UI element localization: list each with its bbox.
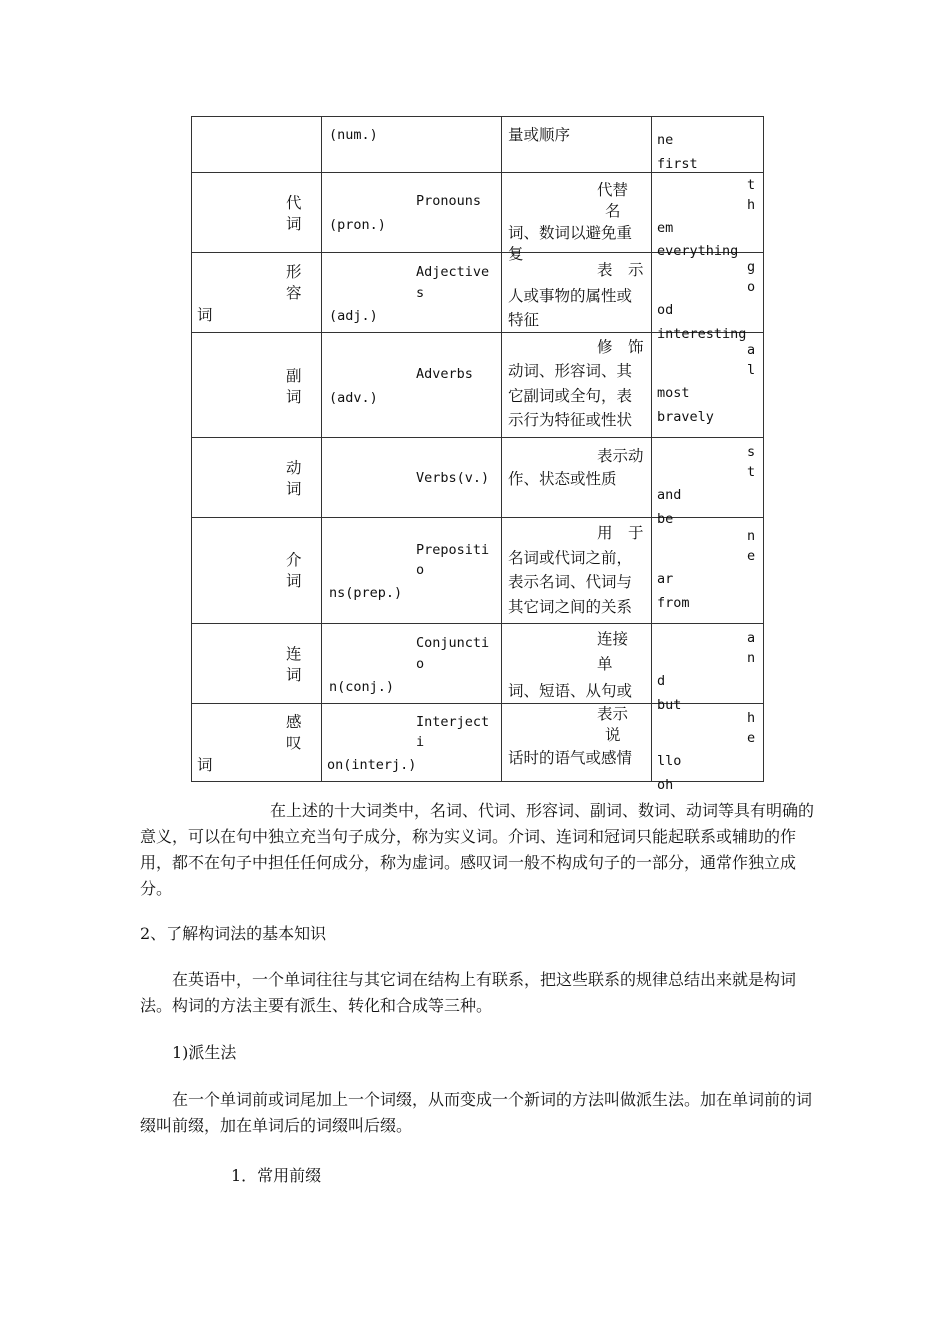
summary-paragraph: 在上述的十大词类中，名词、代词、形容词、副词、数词、动词等具有明确的意义，可以在句中独立充当句子成分，称为实义词。介词、连词和冠词只能起联系或辅助的作用，都不在句子中担任任何成分，称为虚词。感叹词一般不构成句子的一部分，通常作独立成分。 bbox=[140, 801, 815, 898]
cell-text: 用 于 bbox=[597, 524, 644, 542]
table-row bbox=[192, 253, 764, 333]
cell-text: e bbox=[747, 548, 756, 564]
body-paragraph: 在一个单词前或词尾加上一个词缀，从而变成一个新词的方法叫做派生法。加在单词前的词缀叫前缀，加在单词后的词缀叫后缀。 bbox=[140, 1090, 813, 1135]
cell-text: o bbox=[747, 279, 756, 295]
cell-text: 容 bbox=[286, 284, 302, 302]
cell-text: 示行为特征或性状 bbox=[508, 411, 633, 429]
cell-text: 复 bbox=[508, 245, 524, 263]
cell-text: 名词或代词之前， bbox=[508, 549, 633, 567]
cell-text: 词、数词以避免重 bbox=[508, 224, 633, 242]
cell-text: llo bbox=[657, 753, 682, 769]
cell-text: 表示名词、代词与 bbox=[508, 573, 633, 591]
cell-text: t bbox=[747, 177, 756, 193]
table-row bbox=[192, 333, 764, 438]
table-row bbox=[192, 117, 764, 173]
cell-text: od bbox=[657, 302, 674, 318]
cell-text: 其它词之间的关系 bbox=[508, 598, 633, 616]
cell-text: 修 饰 bbox=[597, 338, 644, 356]
cell-text: oh bbox=[657, 777, 674, 793]
cell-text: 词 bbox=[286, 572, 302, 590]
cell-text: 词 bbox=[286, 215, 302, 233]
cell-text: 话时的语气或感情 bbox=[508, 749, 633, 767]
table-row bbox=[192, 438, 764, 518]
cell-text: n bbox=[747, 650, 756, 666]
table-row bbox=[192, 518, 764, 624]
parts-of-speech-table bbox=[191, 116, 764, 793]
cell-text: first bbox=[657, 156, 698, 172]
cell-text: 词 bbox=[197, 306, 213, 324]
cell-text: e bbox=[747, 730, 756, 746]
table-row bbox=[192, 173, 764, 253]
cell-text: 连 bbox=[286, 645, 302, 663]
cell-text: o bbox=[416, 656, 425, 672]
cell-text: 词 bbox=[286, 388, 302, 406]
cell-text: 名 bbox=[605, 202, 621, 220]
cell-text: 作、状态或性质 bbox=[508, 470, 617, 488]
cell-text: 代替 bbox=[597, 181, 629, 199]
cell-text: 感 bbox=[286, 713, 302, 731]
cell-text: 词、短语、从句或 bbox=[508, 682, 633, 700]
cell-text: l bbox=[747, 362, 756, 378]
cell-text: (num.) bbox=[329, 127, 378, 143]
cell-text: Verbs(v.) bbox=[416, 470, 490, 486]
cell-text: 人或事物的属性或 bbox=[508, 287, 633, 305]
cell-text: 说 bbox=[605, 726, 621, 744]
cell-text: interesting bbox=[657, 326, 747, 342]
cell-text: 词 bbox=[286, 480, 302, 498]
cell-text: Prepositi bbox=[416, 542, 490, 558]
cell-text: 词 bbox=[197, 756, 213, 774]
cell-text: be bbox=[657, 511, 674, 527]
cell-text: n(conj.) bbox=[329, 679, 395, 695]
cell-text: most bbox=[657, 385, 690, 401]
cell-text: 动词、形容词、其 bbox=[508, 362, 633, 380]
cell-text: h bbox=[747, 710, 756, 726]
cell-text: 特征 bbox=[508, 311, 540, 329]
cell-text: h bbox=[747, 197, 756, 213]
cell-text: Pronouns bbox=[416, 193, 482, 209]
cell-text: (adv.) bbox=[329, 390, 378, 406]
cell-text: 词 bbox=[286, 666, 302, 684]
cell-text: g bbox=[747, 259, 756, 275]
cell-text: (adj.) bbox=[329, 308, 378, 324]
cell-text: (pron.) bbox=[329, 217, 386, 233]
cell-text: 形 bbox=[286, 263, 302, 281]
cell-text: Conjuncti bbox=[416, 635, 490, 651]
cell-text: 副 bbox=[286, 367, 302, 385]
cell-text: 它副词或全句，表 bbox=[508, 387, 633, 405]
cell-text: 介 bbox=[286, 551, 302, 569]
table-row bbox=[192, 624, 764, 704]
cell-text: 单 bbox=[597, 655, 613, 673]
cell-text: t bbox=[747, 464, 756, 480]
cell-text: ns(prep.) bbox=[329, 585, 403, 601]
cell-text: 表示动 bbox=[597, 447, 644, 465]
cell-text: s bbox=[416, 285, 425, 301]
cell-text: Adverbs bbox=[416, 366, 473, 382]
cell-text: on(interj.) bbox=[327, 757, 417, 773]
cell-text: s bbox=[747, 444, 756, 460]
cell-text: everything bbox=[657, 243, 739, 259]
cell-text: i bbox=[416, 734, 425, 750]
section-heading: 2、了解构词法的基本知识 bbox=[140, 924, 327, 943]
cell-text: em bbox=[657, 220, 674, 236]
cell-text: and bbox=[657, 487, 682, 503]
subsection-heading: 1)派生法 bbox=[172, 1043, 237, 1062]
cell-text: 表 示 bbox=[597, 261, 644, 279]
cell-text: 表示 bbox=[597, 705, 629, 723]
table-row bbox=[192, 704, 764, 782]
cell-text: ar bbox=[657, 571, 674, 587]
cell-text: n bbox=[747, 528, 756, 544]
cell-text: 动 bbox=[286, 459, 302, 477]
cell-text: Adjective bbox=[416, 264, 490, 280]
list-heading: 1．常用前缀 bbox=[231, 1166, 322, 1185]
cell-text: o bbox=[416, 562, 425, 578]
cell-text: 叹 bbox=[286, 734, 302, 752]
cell-text: d bbox=[657, 673, 666, 689]
cell-text: but bbox=[657, 697, 682, 713]
cell-text: from bbox=[657, 595, 690, 611]
cell-text: bravely bbox=[657, 409, 714, 425]
cell-text: a bbox=[747, 630, 756, 646]
cell-text: ne bbox=[657, 132, 674, 148]
cell-text: 连接 bbox=[597, 630, 629, 648]
cell-text: 量或顺序 bbox=[508, 126, 571, 144]
cell-text: 代 bbox=[286, 194, 302, 212]
cell-text: a bbox=[747, 342, 756, 358]
body-paragraph: 在英语中，一个单词往往与其它词在结构上有联系，把这些联系的规律总结出来就是构词法。构词的方法主要有派生、转化和合成等三种。 bbox=[140, 970, 797, 1015]
cell-text: Interject bbox=[416, 714, 490, 730]
